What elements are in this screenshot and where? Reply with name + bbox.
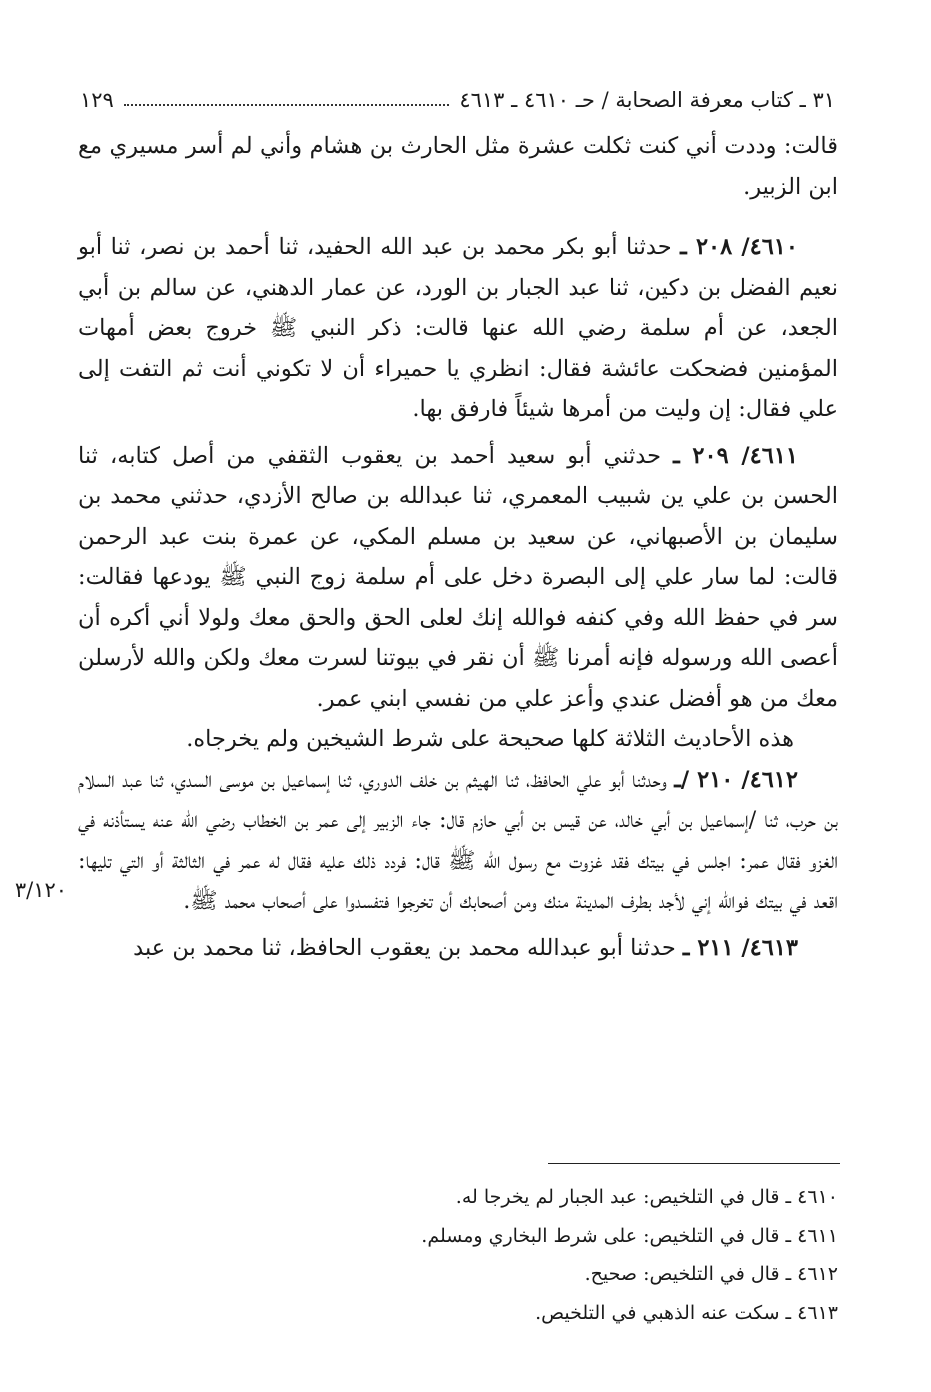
footnote-divider <box>548 1163 840 1164</box>
hadith-text: حدثني أبو سعيد أحمد بن يعقوب الثقفي من أصل كتابه، ثنا الحسن بن علي ين شبيب المعمري، ثنا عبدالله بن صالح الأزدي، حدثني محمد بن سليمان بن الأصبهاني، عن سعيد بن مسلم المكي، عن عمرة بنت عبد الرحمن قالت: لما سار علي إلى البصرة دخل على أم سلمة زوج النبي ﷺ يودعها فقالت: سر في حفظ الله وفي كنفه فوالله إنك لعلى الحق والحق معك ولولا أني أكره أن أعصى الله ورسوله فإنه أمرنا ﷺ أن نقر في بيوتنا لسرت معك ولكن والله لأرسلن معك من هو أفضل عندي وأعز علي من نفسي ابني عمر. <box>78 442 838 712</box>
hadith-4610 <box>78 227 838 430</box>
page-number: ١٢٩ <box>80 88 114 112</box>
running-header <box>80 80 835 120</box>
margin-reference: ٣/١٢٠ <box>14 878 68 902</box>
hadith-number: ٤٦١٠/ ٢٠٨ ـ <box>680 234 798 260</box>
header-title: ٣١ ـ كتاب معرفة الصحابة / حـ ٤٦١٠ ـ ٤٦١٣ <box>459 88 835 112</box>
footnotes <box>78 1178 838 1332</box>
hadith-4612 <box>78 760 838 922</box>
hadith-4613 <box>78 928 838 969</box>
hadith-text: حدثنا أبو عبدالله محمد بن يعقوب الحافظ، ثنا محمد بن عبد <box>133 934 683 961</box>
footnote-item: ٤٦١٠ ـ قال في التلخيص: عبد الجبار لم يخرجا له. <box>455 1186 838 1208</box>
hadith-number: ٤٦١١/ ٢٠٩ ـ <box>673 442 798 469</box>
authenticity-note: هذه الأحاديث الثلاثة كلها صحيحة على شرط الشيخين ولم يخرجاه. <box>186 726 794 752</box>
header-dot-leader <box>124 94 449 106</box>
footnote-item: ٤٦١٢ ـ قال في التلخيص: صحيح. <box>584 1263 838 1285</box>
footnote-item: ٤٦١١ ـ قال في التلخيص: على شرط البخاري ومسلم. <box>421 1224 838 1247</box>
hadith-number: ٤٦١٣/ ٢١١ ـ <box>682 934 798 961</box>
hadith-text: وحدثنا أبو علي الحافظ، ثنا الهيثم بن خلف الدوري، ثنا إسماعيل بن موسى السدي، ثنا عبد السلام بن حرب، ثنا /إسماعيل بن أبي خالد، عن قيس بن أبي حازم قال: جاء الزبير إلى عمر بن الخطاب رضي الله عنه يستأذنه في الغزو فقال عمر: اجلس في بيتك فقد غزوت مع رسول الله ﷺ قال: فردد ذلك عليه فقال له عمر في الثالثة أو التي تليها: اقعد في بيتك فوالله إني لأجد بطرف المدينة منك ومن أصحابك أن تخرجوا فتفسدوا على أصحاب محمد ﷺ. <box>78 766 838 914</box>
hadith-4611 <box>78 436 838 720</box>
hadith-text: حدثنا أبو بكر محمد بن عبد الله الحفيد، ثنا أحمد بن نصر، ثنا أبو نعيم الفضل بن دكين، ثنا عبد الجبار بن الورد، عن عمار الدهني، عن سالم بن أبي الجعد، عن أم سلمة رضي الله عنها قالت: ذكر النبي ﷺ خروج بعض أمهات المؤمنين فضحكت عائشة فقال: انظري يا حميراء أن لا تكوني أنت ثم التفت إلى علي فقال: إن وليت من أمرها شيئاً فارفق بها. <box>78 234 838 422</box>
paragraph-continuation: قالت: وددت أني كنت ثكلت عشرة مثل الحارث بن هشام وأني لم أسر مسيري مع ابن الزبير. <box>78 133 838 200</box>
main-text <box>78 126 838 968</box>
hadith-number: ٤٦١٢/ ٢١٠ /ـ <box>674 766 798 793</box>
footnote-item: ٤٦١٣ ـ سكت عنه الذهبي في التلخيص. <box>535 1301 838 1324</box>
